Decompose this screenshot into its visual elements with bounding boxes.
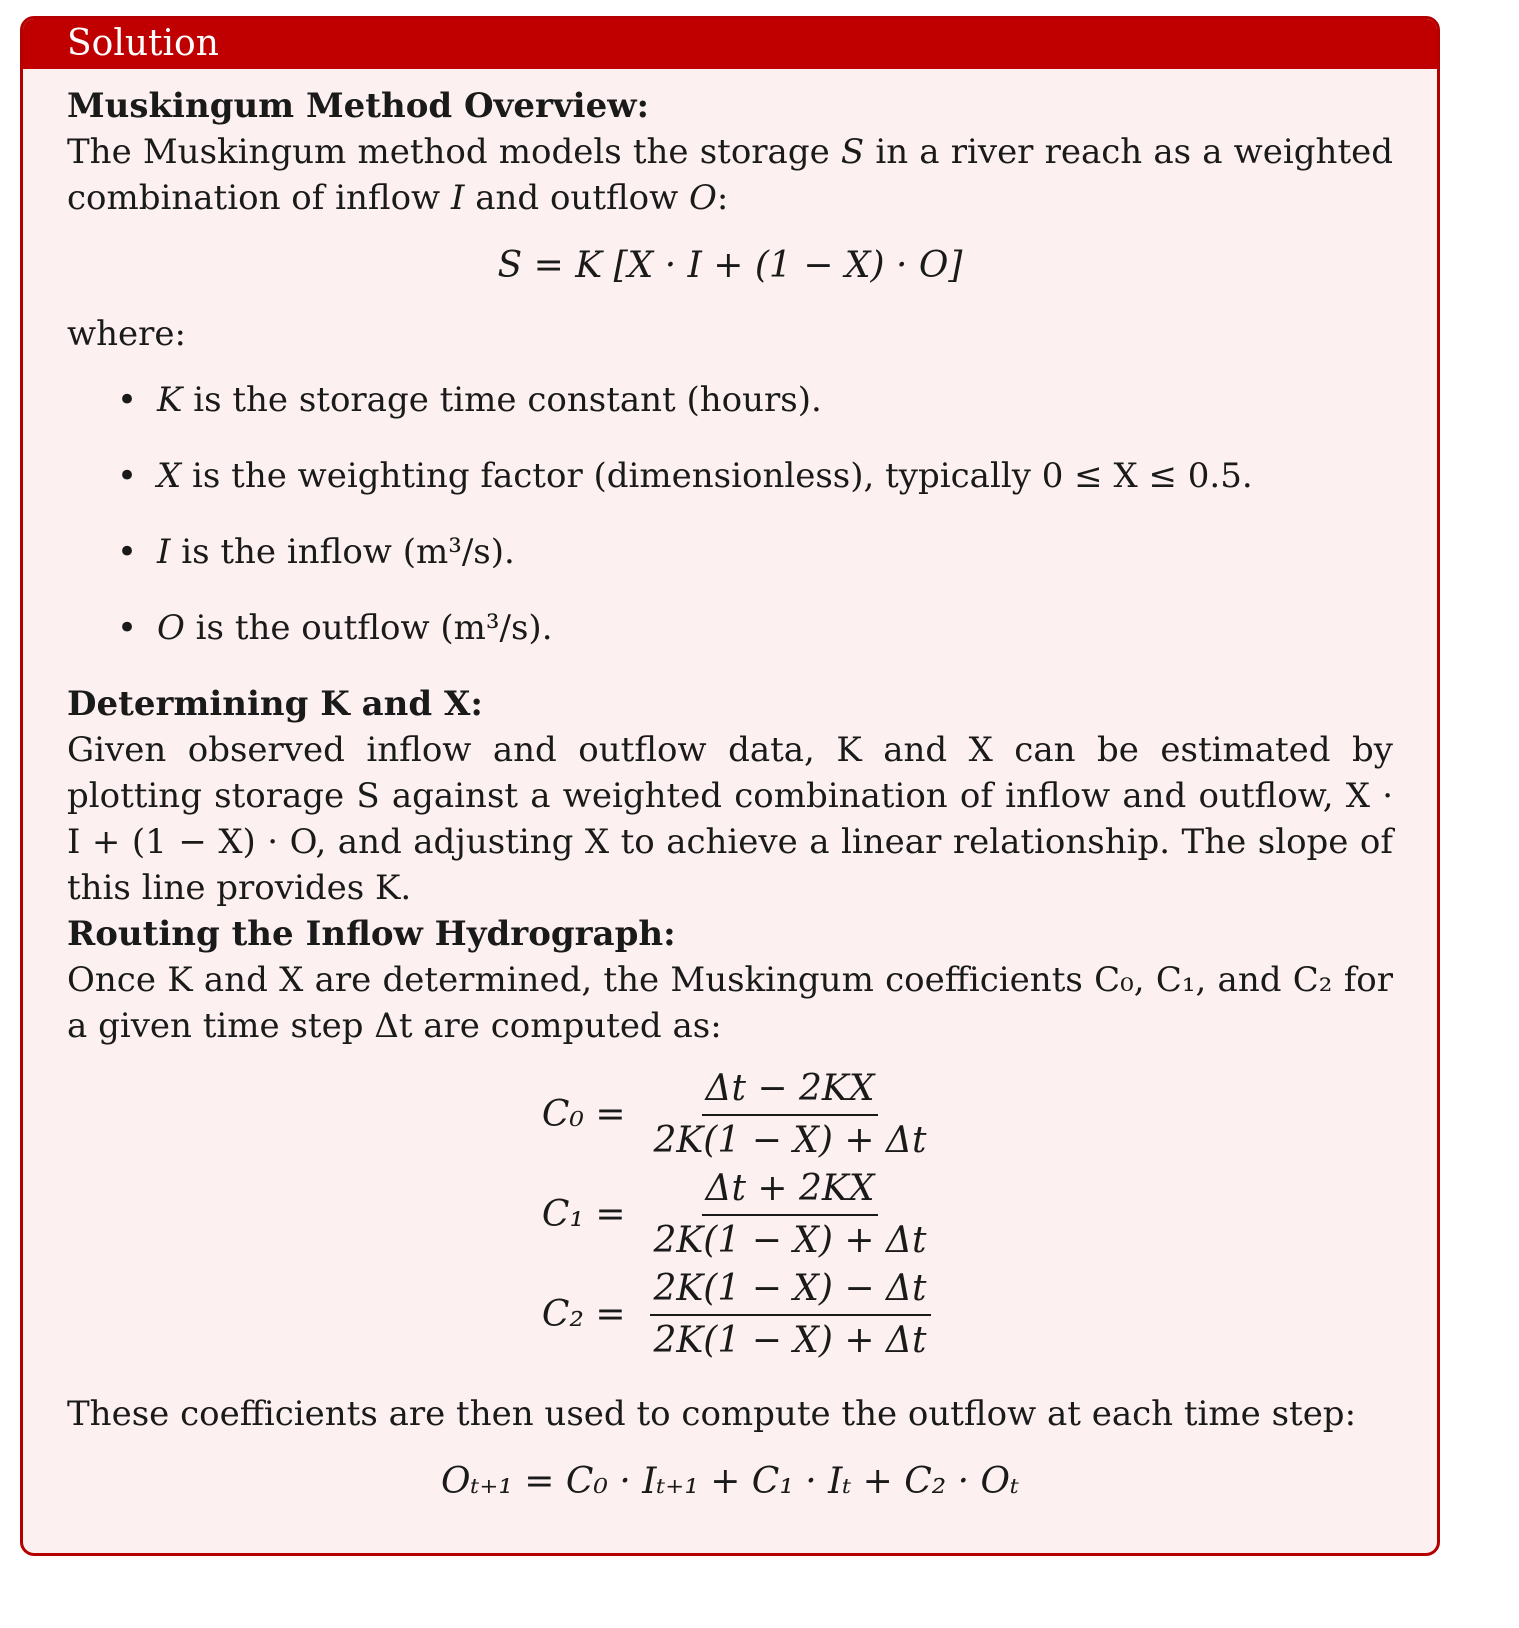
box-title: Solution [23, 19, 1437, 69]
definitions-list [67, 377, 1393, 651]
solution-box [20, 16, 1440, 1556]
overview-intro: The Muskingum method models the storage S in a river reach as a weighted combination of inflow I and outflow O: [67, 132, 1393, 218]
routing-heading: Routing the Inflow Hydrograph: [67, 914, 676, 954]
list-item: • O is the outflow (m³/s). [117, 608, 553, 648]
closing-text: These coefficients are then used to compute the outflow at each time step: [67, 1394, 1357, 1434]
list-item: • K is the storage time constant (hours). [117, 380, 822, 420]
storage-equation: S = K [X · I + (1 − X) · O] [497, 245, 963, 286]
determining-text: Given observed inflow and outflow data, K and X can be estimated by plotting storage S against a weighted combination of inflow and outflow, X · I + (1 − X) · O, and adjusting X to achieve a linear relationship. The slope of this line provides K. [67, 730, 1393, 908]
coefficient-c2: C₂ = $\frac{2K(1 - X) - \Delta t}{2K(1 - X) + \Delta t}$ [530, 1265, 931, 1365]
list-item: • I is the inflow (m³/s). [117, 532, 515, 572]
routing-text: Once K and X are determined, the Muskingum coefficients C₀, C₁, and C₂ for a given time step Δt are computed as: [67, 960, 1393, 1046]
outflow-equation: Oₜ₊₁ = C₀ · Iₜ₊₁ + C₁ · Iₜ + C₂ · Oₜ [441, 1461, 1019, 1502]
list-item: • X is the weighting factor (dimensionless), typically 0 ≤ X ≤ 0.5. [117, 456, 1253, 496]
solution-content [23, 69, 1437, 1505]
coefficient-c1: C₁ = $\frac{\Delta t + 2KX}{2K(1 - X) + \Delta t}$ [541, 1168, 927, 1261]
coefficient-c0: C₀ = $\frac{\Delta t - 2KX}{2K(1 - X) + \Delta t}$ [541, 1068, 927, 1161]
determining-heading: Determining K and X: [67, 684, 483, 724]
overview-heading: Muskingum Method Overview: [67, 86, 650, 126]
coefficient-equations [67, 1065, 1393, 1365]
where-label: where: [67, 314, 186, 354]
